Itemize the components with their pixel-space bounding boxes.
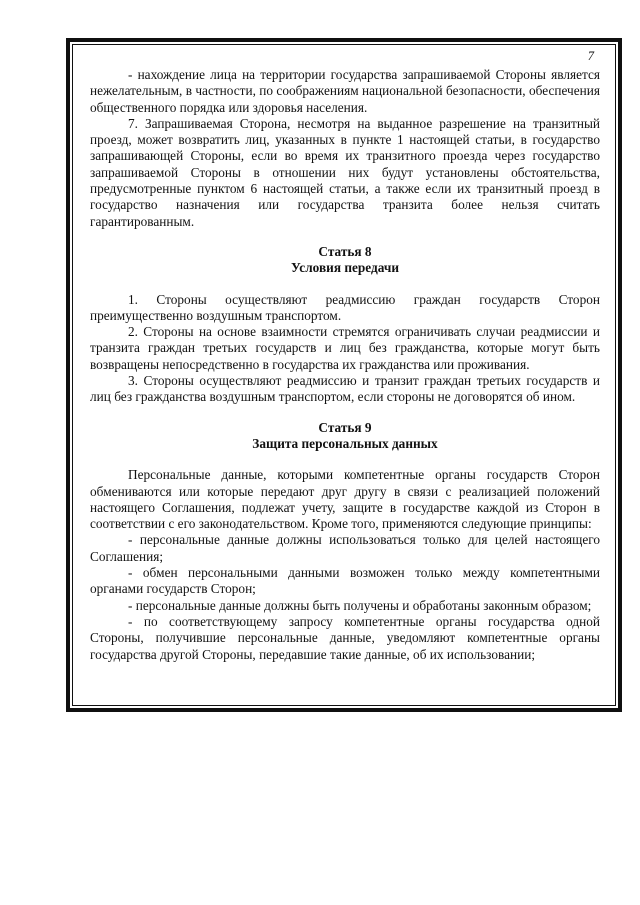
article-9-intro: Персональные данные, которыми компетентные органы государств Сторон обмениваются или которые передают друг другу в связи с реализацией положений настоящего Соглашения, подлежат учету, защите в государстве каждой из Сторон в соответствии с его законодательством. Кроме того, применяются следующие принципы: xyxy=(90,467,600,532)
document-inner-frame xyxy=(72,44,616,706)
article-8-title: Статья 8 xyxy=(318,243,372,259)
article-9-subtitle: Защита персональных данных xyxy=(252,435,438,451)
article-9-bullet-1: - персональные данные должны использоваться только для целей настоящего Соглашения; xyxy=(90,532,600,564)
page-number: 7 xyxy=(587,49,594,63)
article-8-item-2: 2. Стороны на основе взаимности стремятся ограничивать случаи реадмиссии и транзита граждан третьих государств и лиц без гражданства, которые могут быть возвращены непосредственно в государства их гражданства или проживания. xyxy=(90,324,600,372)
document-body xyxy=(90,67,600,663)
article-9-heading xyxy=(90,420,600,453)
article-8-heading xyxy=(90,244,600,277)
article-9-bullet-4: - по соответствующему запросу компетентные органы государства одной Стороны, получившие персональные данные, уведомляют компетентные органы государства другой Стороны, передавшие такие данные, об их использовании; xyxy=(90,613,600,662)
article-8-item-3: 3. Стороны осуществляют реадмиссию и транзит граждан третьих государств и лиц без гражданства воздушным транспортом, если стороны не договорятся об ином. xyxy=(90,373,600,405)
article-9-bullet-2: - обмен персональными данными возможен только между компетентными органами государств Сторон; xyxy=(90,565,600,597)
article-8-subtitle: Условия передачи xyxy=(290,260,400,276)
document-frame xyxy=(66,38,622,712)
article-8-item-1: 1. Стороны осуществляют реадмиссию граждан государств Сторон преимущественно воздушным транспортом. xyxy=(90,291,600,323)
article-9-bullet-3: - персональные данные должны быть получены и обработаны законным образом; xyxy=(128,597,592,613)
paragraph-undesirable-stay: - нахождение лица на территории государства запрашиваемой Стороны является нежелательным, в частности, по соображениям национальной безопасности, обеспечения общественного порядка или здоровья населения. xyxy=(90,67,600,115)
article-9-title: Статья 9 xyxy=(318,419,372,435)
paragraph-point-7-transit-return: 7. Запрашиваемая Сторона, несмотря на выданное разрешение на транзитный проезд, может возвратить лиц, указанных в пункте 1 настоящей статьи, в государство запрашивающей Стороны, если во время их транзитного проезда через государство запрашиваемой Стороны в отношении них будут установлены обстоятельства, предусмотренные пунктом 6 настоящей статьи, а также если их транзитный проезд в государство назначения или государства транзита более нельзя считать гарантированным. xyxy=(90,115,600,229)
